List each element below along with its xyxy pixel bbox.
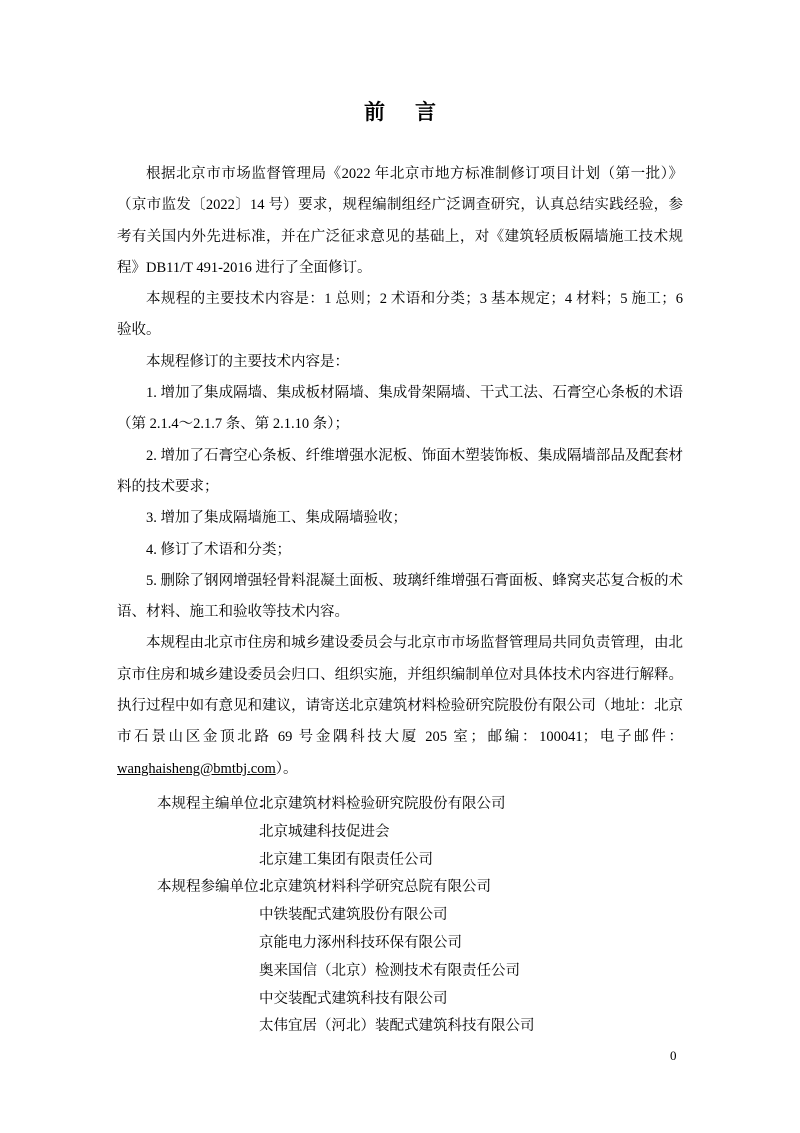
drafting-units-section bbox=[117, 791, 683, 1041]
participating-unit: 北京建筑材料科学研究总院有限公司 bbox=[259, 879, 491, 896]
participating-unit: 京能电力涿州科技环保有限公司 bbox=[259, 934, 462, 951]
participating-unit: 太伟宜居（河北）装配式建筑科技有限公司 bbox=[259, 1018, 535, 1035]
document-body bbox=[117, 159, 683, 785]
participating-unit: 中铁装配式建筑股份有限公司 bbox=[259, 907, 448, 924]
chief-unit-row bbox=[117, 847, 683, 875]
participating-unit: 中交装配式建筑科技有限公司 bbox=[259, 990, 448, 1007]
chief-editor-label: 本规程主编单位： bbox=[157, 796, 273, 812]
paragraph-management bbox=[117, 628, 683, 784]
participating-unit-row bbox=[117, 1013, 683, 1041]
page-number: 0 bbox=[670, 1048, 677, 1063]
participating-editor-row bbox=[117, 874, 683, 902]
email-link[interactable]: wanghaisheng@bmtbj.com bbox=[117, 760, 276, 777]
paragraph-revision-intro: 本规程修订的主要技术内容是： bbox=[146, 353, 349, 370]
paragraph-main-contents: 本规程的主要技术内容是：1 总则；2 术语和分类；3 基本规定；4 材料；5 施工；6 验收。 bbox=[117, 291, 683, 339]
paragraph-intro: 根据北京市市场监督管理局《2022 年北京市地方标准制修订项目计划（第一批）》（京市监发〔2022〕14 号）要求，规程编制组经广泛调查研究，认真总结实践经验，参考有关国内外先进标准，并在广泛征求意见的基础上，对《建筑轻质板隔墙施工技术规程》DB11/T 491-2016 进行了全面修订。 bbox=[117, 166, 683, 276]
chief-unit: 北京建筑材料检验研究院股份有限公司 bbox=[259, 796, 506, 812]
management-text-tail: ）。 bbox=[275, 760, 298, 777]
chief-editor-row bbox=[117, 791, 683, 819]
participating-unit-row bbox=[117, 902, 683, 930]
page-title: 前言 bbox=[363, 100, 467, 124]
participating-editor-label: 本规程参编单位： bbox=[157, 879, 273, 896]
revision-item-1: 1. 增加了集成隔墙、集成板材隔墙、集成骨架隔墙、干式工法、石膏空心条板的术语（第 2.1.4～2.1.7 条、第 2.1.10 条）； bbox=[117, 385, 683, 433]
chief-unit: 北京城建科技促进会 bbox=[259, 823, 390, 840]
chief-unit: 北京建工集团有限责任公司 bbox=[259, 851, 433, 868]
participating-unit-row bbox=[117, 958, 683, 986]
revision-item-3: 3. 增加了集成隔墙施工、集成隔墙验收； bbox=[146, 510, 407, 527]
participating-unit: 奥来国信（北京）检测技术有限责任公司 bbox=[259, 962, 520, 979]
participating-unit-row bbox=[117, 930, 683, 958]
revision-item-5: 5. 删除了钢网增强轻骨料混凝土面板、玻璃纤维增强石膏面板、蜂窝夹芯复合板的术语、材料、施工和验收等技术内容。 bbox=[117, 572, 683, 621]
management-text: 本规程由北京市住房和城乡建设委员会与北京市市场监督管理局共同负责管理，由北京市住房和城乡建设委员会归口、组织实施，并组织编制单位对具体技术内容进行解释。执行过程中如有意见和建议，请寄送北京建筑材料检验研究院股份有限公司（地址：北京市石景山区金顶北路 69 号金隅科技大厦 205 室；邮编：100041；电子邮件： bbox=[117, 635, 683, 746]
chief-unit-row bbox=[117, 819, 683, 847]
revision-item-2: 2. 增加了石膏空心条板、纤维增强水泥板、饰面木塑装饰板、集成隔墙部品及配套材料的技术要求； bbox=[117, 447, 683, 495]
revision-item-4: 4. 修订了术语和分类； bbox=[146, 541, 291, 558]
participating-unit-row bbox=[117, 986, 683, 1014]
